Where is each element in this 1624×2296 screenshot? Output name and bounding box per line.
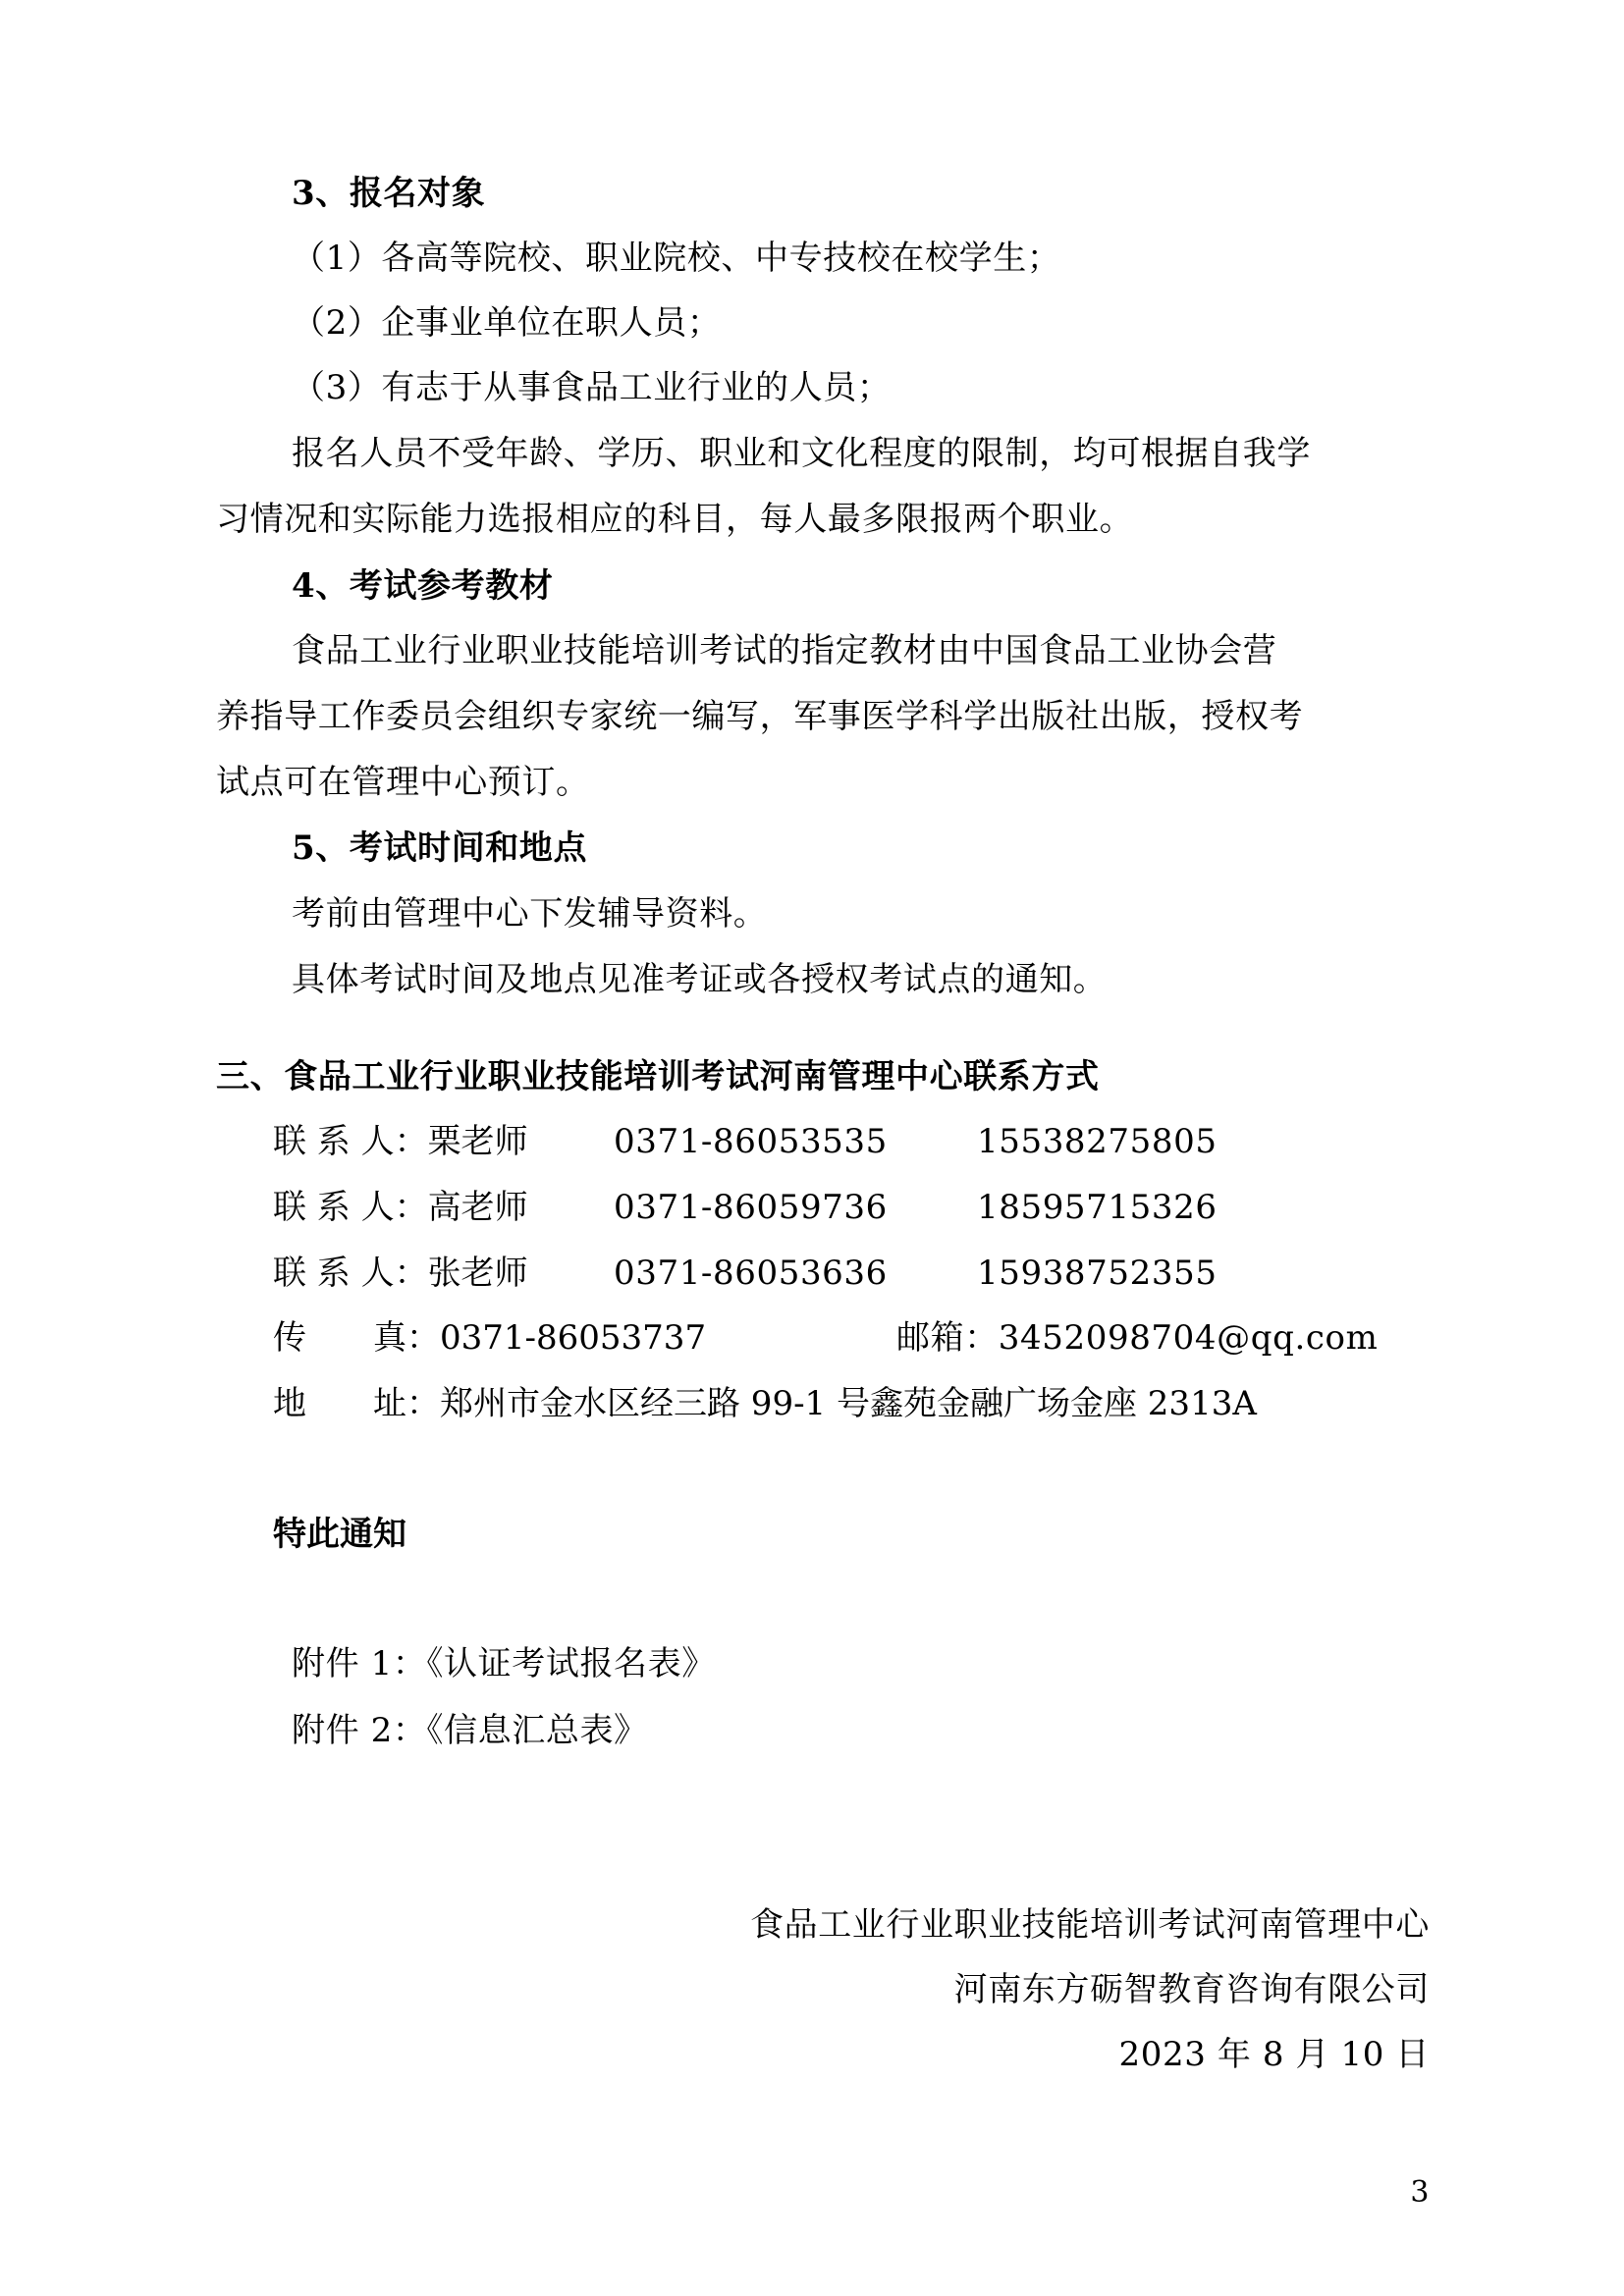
- contact-2-label: 联 系 人：高老师: [273, 1188, 528, 1227]
- attachment-2: 附件 2：《信息汇总表》: [292, 1711, 648, 1750]
- section-3-paragraph-line-1: 报名人员不受年龄、学历、职业和文化程度的限制，均可根据自我学: [292, 434, 1311, 473]
- section-5-line-2: 具体考试时间及地点见准考证或各授权考试点的通知。: [292, 960, 1108, 999]
- section-3-heading: 3、报名对象: [292, 174, 486, 213]
- section-4-paragraph-line-1: 食品工业行业职业技能培训考试的指定教材由中国食品工业协会营: [292, 631, 1277, 670]
- section-3-paragraph-line-2: 习情况和实际能力选报相应的科目，每人最多限报两个职业。: [216, 500, 1134, 539]
- contact-3-mobile: 15938752355: [977, 1254, 1218, 1293]
- email: 邮箱：3452098704@qq.com: [896, 1318, 1379, 1358]
- section-5-heading: 5、考试时间和地点: [292, 828, 588, 868]
- section-3-item-3: （3）有志于从事食品工业行业的人员；: [292, 368, 892, 407]
- address: 地 址：郑州市金水区经三路 99-1 号鑫苑金融广场金座 2313A: [273, 1384, 1257, 1423]
- contact-3-phone: 0371-86053636: [614, 1254, 888, 1293]
- section-4-heading: 4、考试参考教材: [292, 566, 554, 606]
- contact-1-mobile: 15538275805: [977, 1122, 1218, 1161]
- closing-notice: 特此通知: [273, 1515, 406, 1554]
- section-5-line-1: 考前由管理中心下发辅导资料。: [292, 894, 768, 934]
- contact-1-label: 联 系 人：栗老师: [273, 1122, 528, 1161]
- signature-organization-2: 河南东方砺智教育咨询有限公司: [953, 1970, 1430, 2009]
- signature-organization-1: 食品工业行业职业技能培训考试河南管理中心: [750, 1905, 1430, 1945]
- fax: 传 真：0371-86053737: [273, 1318, 707, 1358]
- contact-2-mobile: 18595715326: [977, 1188, 1218, 1227]
- contact-1-phone: 0371-86053535: [614, 1122, 888, 1161]
- contact-2-phone: 0371-86059736: [614, 1188, 888, 1227]
- section-3-item-2: （2）企事业单位在职人员；: [292, 303, 722, 343]
- contact-3-label: 联 系 人：张老师: [273, 1254, 528, 1293]
- signature-date: 2023 年 8 月 10 日: [1118, 2035, 1430, 2074]
- section-4-paragraph-line-3: 试点可在管理中心预订。: [216, 763, 590, 802]
- page-number: 3: [1410, 2175, 1430, 2210]
- section-3-item-1: （1）各高等院校、职业院校、中专技校在校学生；: [292, 239, 1061, 278]
- part-3-heading: 三、食品工业行业职业技能培训考试河南管理中心联系方式: [216, 1057, 1100, 1096]
- section-4-paragraph-line-2: 养指导工作委员会组织专家统一编写，军事医学科学出版社出版，授权考: [216, 697, 1304, 736]
- attachment-1: 附件 1：《认证考试报名表》: [292, 1644, 716, 1683]
